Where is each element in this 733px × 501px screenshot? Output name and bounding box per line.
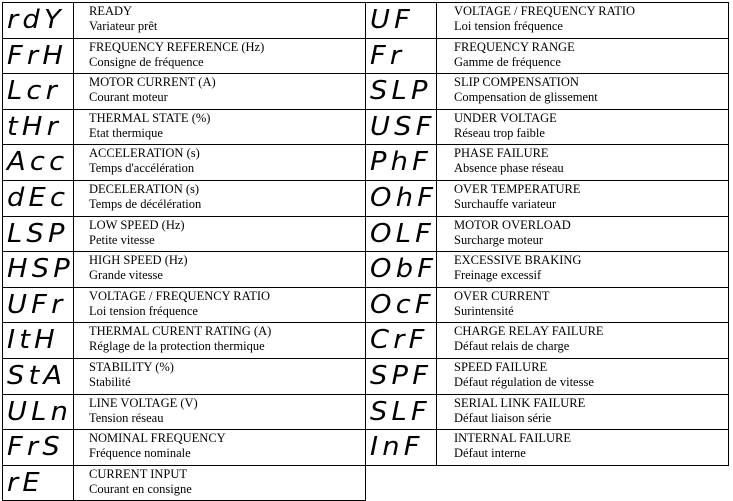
french-label: Surintensité	[454, 303, 514, 318]
display-code-cell	[366, 145, 437, 180]
description-cell	[89, 146, 363, 176]
display-code-cell	[3, 323, 74, 358]
display-code: UFr	[7, 289, 67, 320]
table-row	[366, 251, 729, 287]
english-label: SERIAL LINK FAILURE	[454, 395, 586, 410]
left-column	[2, 2, 366, 501]
display-code: LSP	[7, 218, 69, 249]
table-row	[366, 73, 729, 109]
table-row	[2, 429, 366, 465]
display-code-cell	[3, 430, 74, 465]
description-cell	[89, 396, 363, 426]
display-code-cell	[366, 39, 437, 74]
display-code: Fr	[370, 40, 406, 71]
french-label: Temps d'accélération	[89, 161, 195, 176]
display-code-cell	[366, 288, 437, 323]
table-row	[366, 2, 729, 38]
description-cell	[89, 360, 363, 390]
description-cell	[89, 324, 363, 354]
description-cell	[89, 253, 363, 283]
display-code: OcF	[370, 289, 435, 320]
french-label: Etat thermique	[89, 125, 163, 140]
english-label: HIGH SPEED (Hz)	[89, 253, 188, 268]
table-row	[2, 144, 366, 180]
table-row	[2, 73, 366, 109]
display-code: CrF	[370, 325, 429, 356]
display-code-cell	[3, 74, 74, 109]
french-label: Défaut relais de charge	[454, 339, 570, 354]
display-code: OLF	[370, 218, 436, 249]
table-row	[2, 109, 366, 145]
display-code-cell	[3, 395, 74, 430]
english-label: CURRENT INPUT	[89, 466, 188, 481]
description-cell	[454, 253, 726, 283]
english-label: VOLTAGE / FREQUENCY RATIO	[89, 288, 271, 303]
display-code: StA	[7, 360, 67, 391]
description-cell	[89, 75, 363, 105]
english-label: LOW SPEED (Hz)	[89, 217, 185, 232]
display-code: SLF	[370, 396, 431, 427]
english-label: INTERNAL FAILURE	[454, 431, 571, 446]
description-cell	[454, 111, 726, 141]
display-code: PhF	[370, 147, 433, 178]
table-row	[2, 322, 366, 358]
display-code-cell	[3, 217, 74, 252]
display-code: FrH	[7, 40, 68, 71]
display-code-cell	[366, 323, 437, 358]
display-code-cell	[3, 39, 74, 74]
right-column	[366, 2, 729, 466]
description-cell	[454, 40, 726, 70]
french-label: Surcharge moteur	[454, 232, 543, 247]
display-code: rdY	[7, 5, 65, 35]
display-code: SLP	[370, 76, 432, 107]
french-label: Absence phase réseau	[454, 161, 564, 176]
french-label: Défaut liaison série	[454, 410, 552, 425]
table-row	[366, 144, 729, 180]
display-code-cell	[3, 145, 74, 180]
display-code: SPF	[370, 360, 433, 391]
display-code: OhF	[370, 182, 438, 213]
french-label: Réseau trop faible	[454, 125, 545, 140]
english-label: FREQUENCY RANGE	[454, 39, 575, 54]
display-code: HSP	[7, 254, 74, 285]
french-label: Loi tension fréquence	[89, 303, 198, 318]
french-label: Compensation de glissement	[454, 90, 598, 105]
english-label: MOTOR CURRENT (A)	[89, 75, 216, 90]
display-code: InF	[370, 432, 424, 463]
description-cell	[89, 40, 363, 70]
table-row	[366, 322, 729, 358]
english-label: SLIP COMPENSATION	[454, 75, 579, 90]
english-label: UNDER VOLTAGE	[454, 110, 557, 125]
description-cell	[454, 360, 726, 390]
description-cell	[454, 396, 726, 426]
table-row	[366, 216, 729, 252]
description-cell	[454, 75, 726, 105]
english-label: LINE VOLTAGE (V)	[89, 395, 198, 410]
english-label: THERMAL CURENT RATING (A)	[89, 324, 272, 339]
english-label: READY	[89, 4, 133, 18]
display-code: Lcr	[7, 76, 62, 107]
table-row	[2, 394, 366, 430]
description-cell	[89, 431, 363, 461]
display-code: Acc	[7, 147, 69, 178]
description-cell	[89, 218, 363, 248]
description-cell	[454, 324, 726, 354]
display-code: UF	[370, 5, 415, 35]
english-label: DECELERATION (s)	[89, 181, 200, 196]
table-row	[366, 109, 729, 145]
description-cell	[89, 182, 363, 212]
english-label: OVER CURRENT	[454, 288, 550, 303]
display-code-cell	[366, 181, 437, 216]
table-row	[2, 251, 366, 287]
description-cell	[454, 182, 726, 212]
display-code: USF	[370, 111, 436, 142]
description-cell	[89, 289, 363, 319]
english-label: FREQUENCY REFERENCE (Hz)	[89, 39, 265, 54]
display-code-cell	[366, 217, 437, 252]
description-cell	[89, 4, 363, 34]
french-label: Défaut régulation de vitesse	[454, 374, 594, 389]
display-code-cell	[3, 181, 74, 216]
french-label: Courant moteur	[89, 90, 168, 105]
table-row	[366, 394, 729, 430]
table-row	[2, 465, 366, 501]
table-row	[2, 287, 366, 323]
english-label: EXCESSIVE BRAKING	[454, 253, 582, 268]
display-code: rE	[7, 467, 44, 498]
display-code: FrS	[7, 432, 64, 463]
english-label: ACCELERATION (s)	[89, 146, 200, 161]
english-label: NOMINAL FREQUENCY	[89, 431, 226, 446]
english-label: SPEED FAILURE	[454, 359, 548, 374]
description-cell	[89, 467, 363, 497]
display-code-cell	[366, 395, 437, 430]
display-code-cell	[366, 110, 437, 145]
french-label: Fréquence nominale	[89, 446, 191, 461]
description-cell	[89, 111, 363, 141]
table-row	[366, 38, 729, 74]
english-label: PHASE FAILURE	[454, 146, 549, 161]
table-row	[2, 2, 366, 38]
description-cell	[454, 289, 726, 319]
english-label: VOLTAGE / FREQUENCY RATIO	[454, 4, 636, 18]
french-label: Tension réseau	[89, 410, 164, 425]
display-code: ObF	[370, 254, 438, 285]
french-label: Variateur prêt	[89, 19, 158, 33]
display-code-cell	[366, 74, 437, 109]
table-row	[366, 429, 729, 466]
display-code: ULn	[7, 396, 73, 427]
display-code-cell	[3, 110, 74, 145]
english-label: CHARGE RELAY FAILURE	[454, 324, 604, 339]
english-label: MOTOR OVERLOAD	[454, 217, 571, 232]
description-cell	[454, 4, 726, 34]
english-label: OVER TEMPERATURE	[454, 181, 581, 196]
display-code-cell	[3, 288, 74, 323]
french-label: Freinage excessif	[454, 268, 542, 283]
display-code: tHr	[7, 111, 63, 142]
french-label: Petite vitesse	[89, 232, 155, 247]
french-label: Stabilité	[89, 374, 131, 389]
display-code-cell	[366, 430, 437, 465]
english-label: STABILITY (%)	[89, 359, 174, 374]
display-code-cell	[3, 252, 74, 287]
french-label: Loi tension fréquence	[454, 19, 563, 33]
display-code: dEc	[7, 182, 70, 213]
french-label: Réglage de la protection thermique	[89, 339, 265, 354]
table-row	[2, 38, 366, 74]
english-label: THERMAL STATE (%)	[89, 110, 211, 125]
description-cell	[454, 218, 726, 248]
french-label: Temps de décélération	[89, 196, 202, 211]
display-code: ItH	[7, 325, 59, 356]
display-code-cell	[3, 3, 74, 38]
table-row	[2, 180, 366, 216]
table-row	[366, 358, 729, 394]
table-row	[366, 287, 729, 323]
display-code-cell	[3, 466, 74, 501]
description-cell	[454, 146, 726, 176]
french-label: Consigne de fréquence	[89, 54, 204, 69]
french-label: Gamme de fréquence	[454, 54, 561, 69]
table-row	[2, 216, 366, 252]
display-code-cell	[366, 252, 437, 287]
french-label: Courant en consigne	[89, 481, 192, 496]
french-label: Défaut interne	[454, 446, 526, 461]
french-label: Surchauffe variateur	[454, 196, 557, 211]
description-cell	[454, 431, 726, 461]
display-code-cell	[366, 3, 437, 38]
display-code-cell	[366, 359, 437, 394]
display-code-cell	[3, 359, 74, 394]
table-row	[2, 358, 366, 394]
french-label: Grande vitesse	[89, 268, 163, 283]
table-row	[366, 180, 729, 216]
